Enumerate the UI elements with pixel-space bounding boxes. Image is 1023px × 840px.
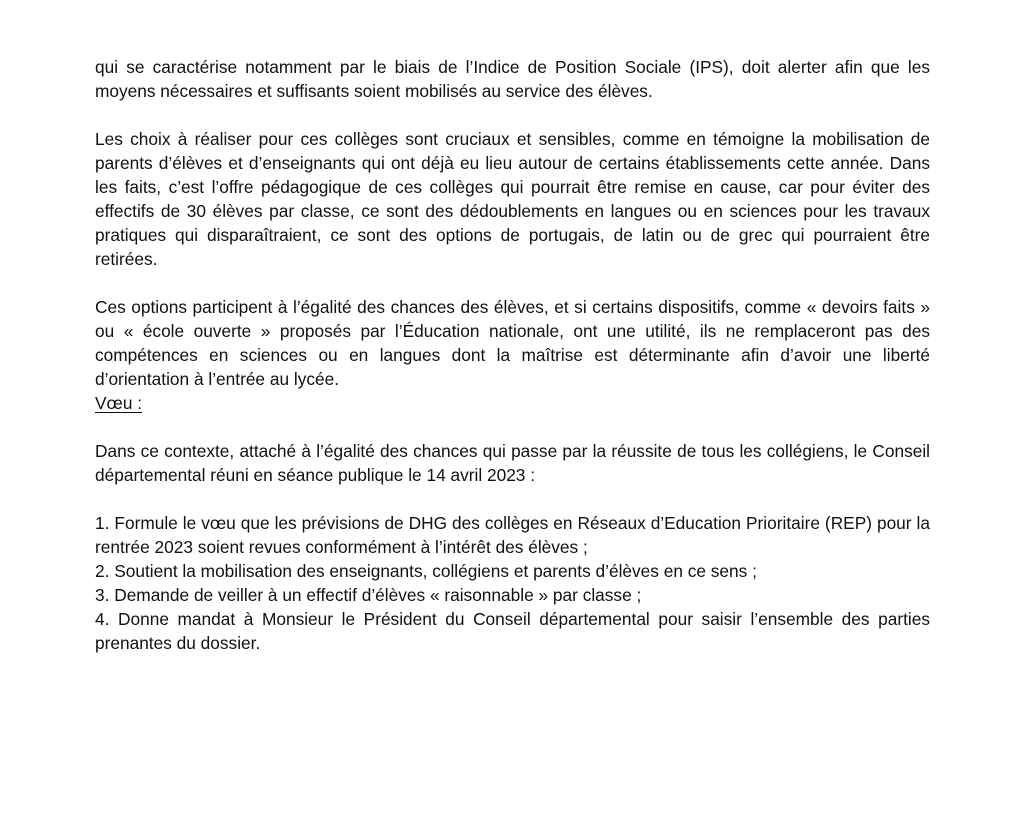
paragraph-ips: qui se caractérise notamment par le biais de l’Indice de Position Sociale (IPS), doit alerter afin que les moyens nécessaires et suffisants soient mobilisés au service des élèves. xyxy=(95,57,930,101)
list-item: 3. Demande de veiller à un effectif d’élèves « raisonnable » par classe ; xyxy=(95,585,642,605)
paragraph-contexte: Dans ce contexte, attaché à l’égalité des chances qui passe par la réussite de tous les collégiens, le Conseil départemental réuni en séance publique le 14 avril 2023 : xyxy=(95,441,930,485)
list-item: 1. Formule le vœu que les prévisions de DHG des collèges en Réseaux d’Education Prioritaire (REP) pour la rentrée 2023 soient revues conformément à l’intérêt des élèves ; xyxy=(95,513,930,557)
voeu-heading: Vœu : xyxy=(95,393,143,413)
list-item: 4. Donne mandat à Monsieur le Président du Conseil départemental pour saisir l’ensemble des parties prenantes du dossier. xyxy=(95,609,930,653)
list-item: 2. Soutient la mobilisation des enseignants, collégiens et parents d’élèves en ce sens ; xyxy=(95,561,757,581)
paragraph-choix-colleges: Les choix à réaliser pour ces collèges sont cruciaux et sensibles, comme en témoigne la mobilisation de parents d’élèves et d’enseignants qui ont déjà eu lieu autour de certains établissements cette année. Dans les faits, c’est l’offre pédagogique de ces collèges qui pourrait être remise en cause, car pour éviter des effectifs de 30 élèves par classe, ce sont des dédoublements en langues ou en sciences pour les travaux pratiques qui disparaîtraient, ce sont des options de portugais, de latin ou de grec qui pourraient être retirées. xyxy=(95,129,930,269)
paragraph-options-egalite: Ces options participent à l’égalité des chances des élèves, et si certains dispositifs, comme « devoirs faits » ou « école ouverte » proposés par l’Éducation nationale, ont une utilité, ils ne remplaceront pas des compétences en sciences ou en langues dont la maîtrise est déterminante afin d’avoir une liberté d’orientation à l’entrée au lycée. xyxy=(95,297,930,389)
document-page xyxy=(95,55,930,655)
voeu-list xyxy=(95,511,930,655)
